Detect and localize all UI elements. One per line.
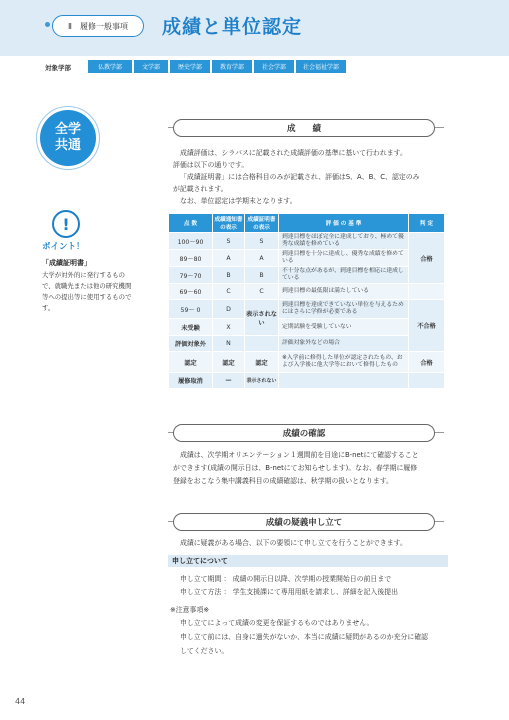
- page-number: 44: [15, 697, 26, 706]
- table-row: [169, 352, 445, 373]
- faculty-tag: 歴史学部: [170, 60, 210, 73]
- cell-cert-merged: 表示されない: [245, 300, 279, 336]
- cell-criteria: 到達目標の最低限は満たしている: [279, 284, 409, 300]
- header-judge: 判 定: [409, 214, 445, 233]
- cell-score: 評価対象外: [169, 336, 213, 352]
- page-title: 成績と単位認定: [162, 16, 303, 38]
- cell-score: 履修取消: [169, 373, 213, 389]
- table-row: [169, 233, 445, 250]
- section-heading-appeal: 成績の疑義申し立て: [173, 513, 435, 531]
- faculty-tag: 文学部: [134, 60, 168, 73]
- cell-score: 100〜90: [169, 233, 213, 250]
- cell-criteria: 評価対象外などの場合: [279, 336, 409, 352]
- cell-notice: N: [213, 336, 245, 352]
- cell-cert-empty: [245, 336, 279, 352]
- cell-cert: S: [245, 233, 279, 250]
- section-heading-confirm: 成績の確認: [173, 424, 435, 442]
- table-row: [169, 250, 445, 267]
- cell-criteria: 不十分な点があるが、到達目標を相応に達成している: [279, 267, 409, 284]
- table-header-row: [169, 214, 445, 233]
- cell-criteria: 到達目標を十分に達成し、優秀な成績を修めている: [279, 250, 409, 267]
- cell-judge-empty: [409, 373, 445, 389]
- cell-cert: 表示されない: [245, 373, 279, 389]
- cell-criteria-empty: [279, 373, 409, 389]
- cell-score: 89〜80: [169, 250, 213, 267]
- faculty-tag: 教育学部: [212, 60, 252, 73]
- exclamation-icon: !: [52, 210, 80, 238]
- cell-notice: A: [213, 250, 245, 267]
- cell-notice: B: [213, 267, 245, 284]
- cell-score: 59〜 0: [169, 300, 213, 319]
- table-row: [169, 300, 445, 319]
- cell-notice: —: [213, 373, 245, 389]
- cell-notice: D: [213, 300, 245, 319]
- header-notice: 成績通知書の表示: [213, 214, 245, 233]
- cell-score: 79〜70: [169, 267, 213, 284]
- cell-criteria: ※入学前に修得した単位が認定されたもの、および入学後に他大学等において修得したもの: [279, 352, 409, 373]
- header-score: 点 数: [169, 214, 213, 233]
- note-line: 申し立て前には、自身に過失がないか、本当に成績に疑問があるのか充分に確認: [180, 633, 429, 641]
- cell-criteria: 定期試験を受験していない: [279, 319, 409, 336]
- point-body: 大学が対外的に発行するもので、就職先または他の研究機関等への提出等に使用するものです。: [42, 271, 132, 312]
- cell-criteria: 到達目標を達成できていない単位を与えるためにはさらに学修が必要である: [279, 300, 409, 319]
- cell-score: 認定: [169, 352, 213, 373]
- paragraph-line: なお、単位認定は学期末となります。: [180, 197, 297, 205]
- cell-judge-empty: [409, 284, 445, 300]
- cell-cert: B: [245, 267, 279, 284]
- subheading-appeal: 申し立てについて: [168, 555, 448, 567]
- table-row: [169, 284, 445, 300]
- note-line: 申し立てによって成績の変更を保証するものではありません。: [180, 619, 374, 627]
- cell-notice: S: [213, 233, 245, 250]
- paragraph-line: 評価は以下の通りです。: [173, 161, 249, 169]
- appeal-period: 申し立て期間 ： 成績の開示日以降、次学期の授業開始日の前日まで: [180, 575, 392, 583]
- header-dot: [45, 22, 50, 27]
- cell-judge-pass2: 合格: [409, 352, 445, 373]
- cell-score: 未受験: [169, 319, 213, 336]
- table-row: [169, 319, 445, 336]
- cell-notice: X: [213, 319, 245, 336]
- table-row: [169, 267, 445, 284]
- badge-line1: 全学: [54, 122, 81, 137]
- appeal-method: 申し立て方法 ： 学生支援課にて専用用紙を請求し、詳細を記入後提出: [180, 588, 398, 596]
- paragraph-line: 成績評価は、シラバスに記載された成績評価の基準に基いて行われます。: [180, 149, 407, 157]
- paragraph-line: ができます(成績の開示日は、B-netにてお知らせします)。なお、春学期に履修: [173, 464, 418, 472]
- faculty-tag: 仏教学部: [88, 60, 132, 73]
- target-label: 対象学部: [45, 64, 71, 72]
- cell-score: 69〜60: [169, 284, 213, 300]
- cell-cert: 認定: [245, 352, 279, 373]
- grade-table: [168, 213, 445, 389]
- section-heading-grades: 成 績: [173, 119, 435, 137]
- paragraph-line: 成績は、次学期オリエンテーション１週間前を目途にB-netにて確認すること: [180, 451, 419, 459]
- point-subtitle: 「成績証明書」: [42, 259, 91, 267]
- paragraph-line: 成績に疑義がある場合、以下の要領にて申し立てを行うことができます。: [180, 539, 407, 547]
- cell-cert: C: [245, 284, 279, 300]
- cell-judge-pass: 合格: [409, 233, 445, 284]
- point-title: ポイント！: [42, 242, 85, 252]
- header-cert: 成績証明書の表示: [245, 214, 279, 233]
- all-school-badge: [40, 110, 96, 166]
- cell-notice: 認定: [213, 352, 245, 373]
- cell-cert: A: [245, 250, 279, 267]
- paragraph-line: 登録をおこなう集中講義科目の成績確認は、秋学期の扱いとなります。: [173, 477, 393, 485]
- cell-notice: C: [213, 284, 245, 300]
- header-criteria: 評 価 の 基 準: [279, 214, 409, 233]
- table-row: [169, 336, 445, 352]
- badge-line2: 共通: [54, 138, 81, 153]
- faculty-tag: 社会福祉学部: [296, 60, 346, 73]
- paragraph-line: 「成績証明書」には合格科目のみが記載され、評価はS、A、B、C、認定のみ: [180, 173, 420, 181]
- cell-judge-fail: 不合格: [409, 300, 445, 352]
- cell-criteria: 到達目標をほぼ完全に達成しており、極めて優秀な成績を修めている: [279, 233, 409, 250]
- paragraph-line: が記載されます。: [173, 185, 228, 193]
- table-row: [169, 373, 445, 389]
- note-line: してください。: [180, 647, 229, 655]
- note-title: ※注意事項※: [170, 606, 210, 614]
- faculty-tag: 社会学部: [254, 60, 294, 73]
- chapter-label: Ⅱ 履修一般事項: [52, 15, 144, 37]
